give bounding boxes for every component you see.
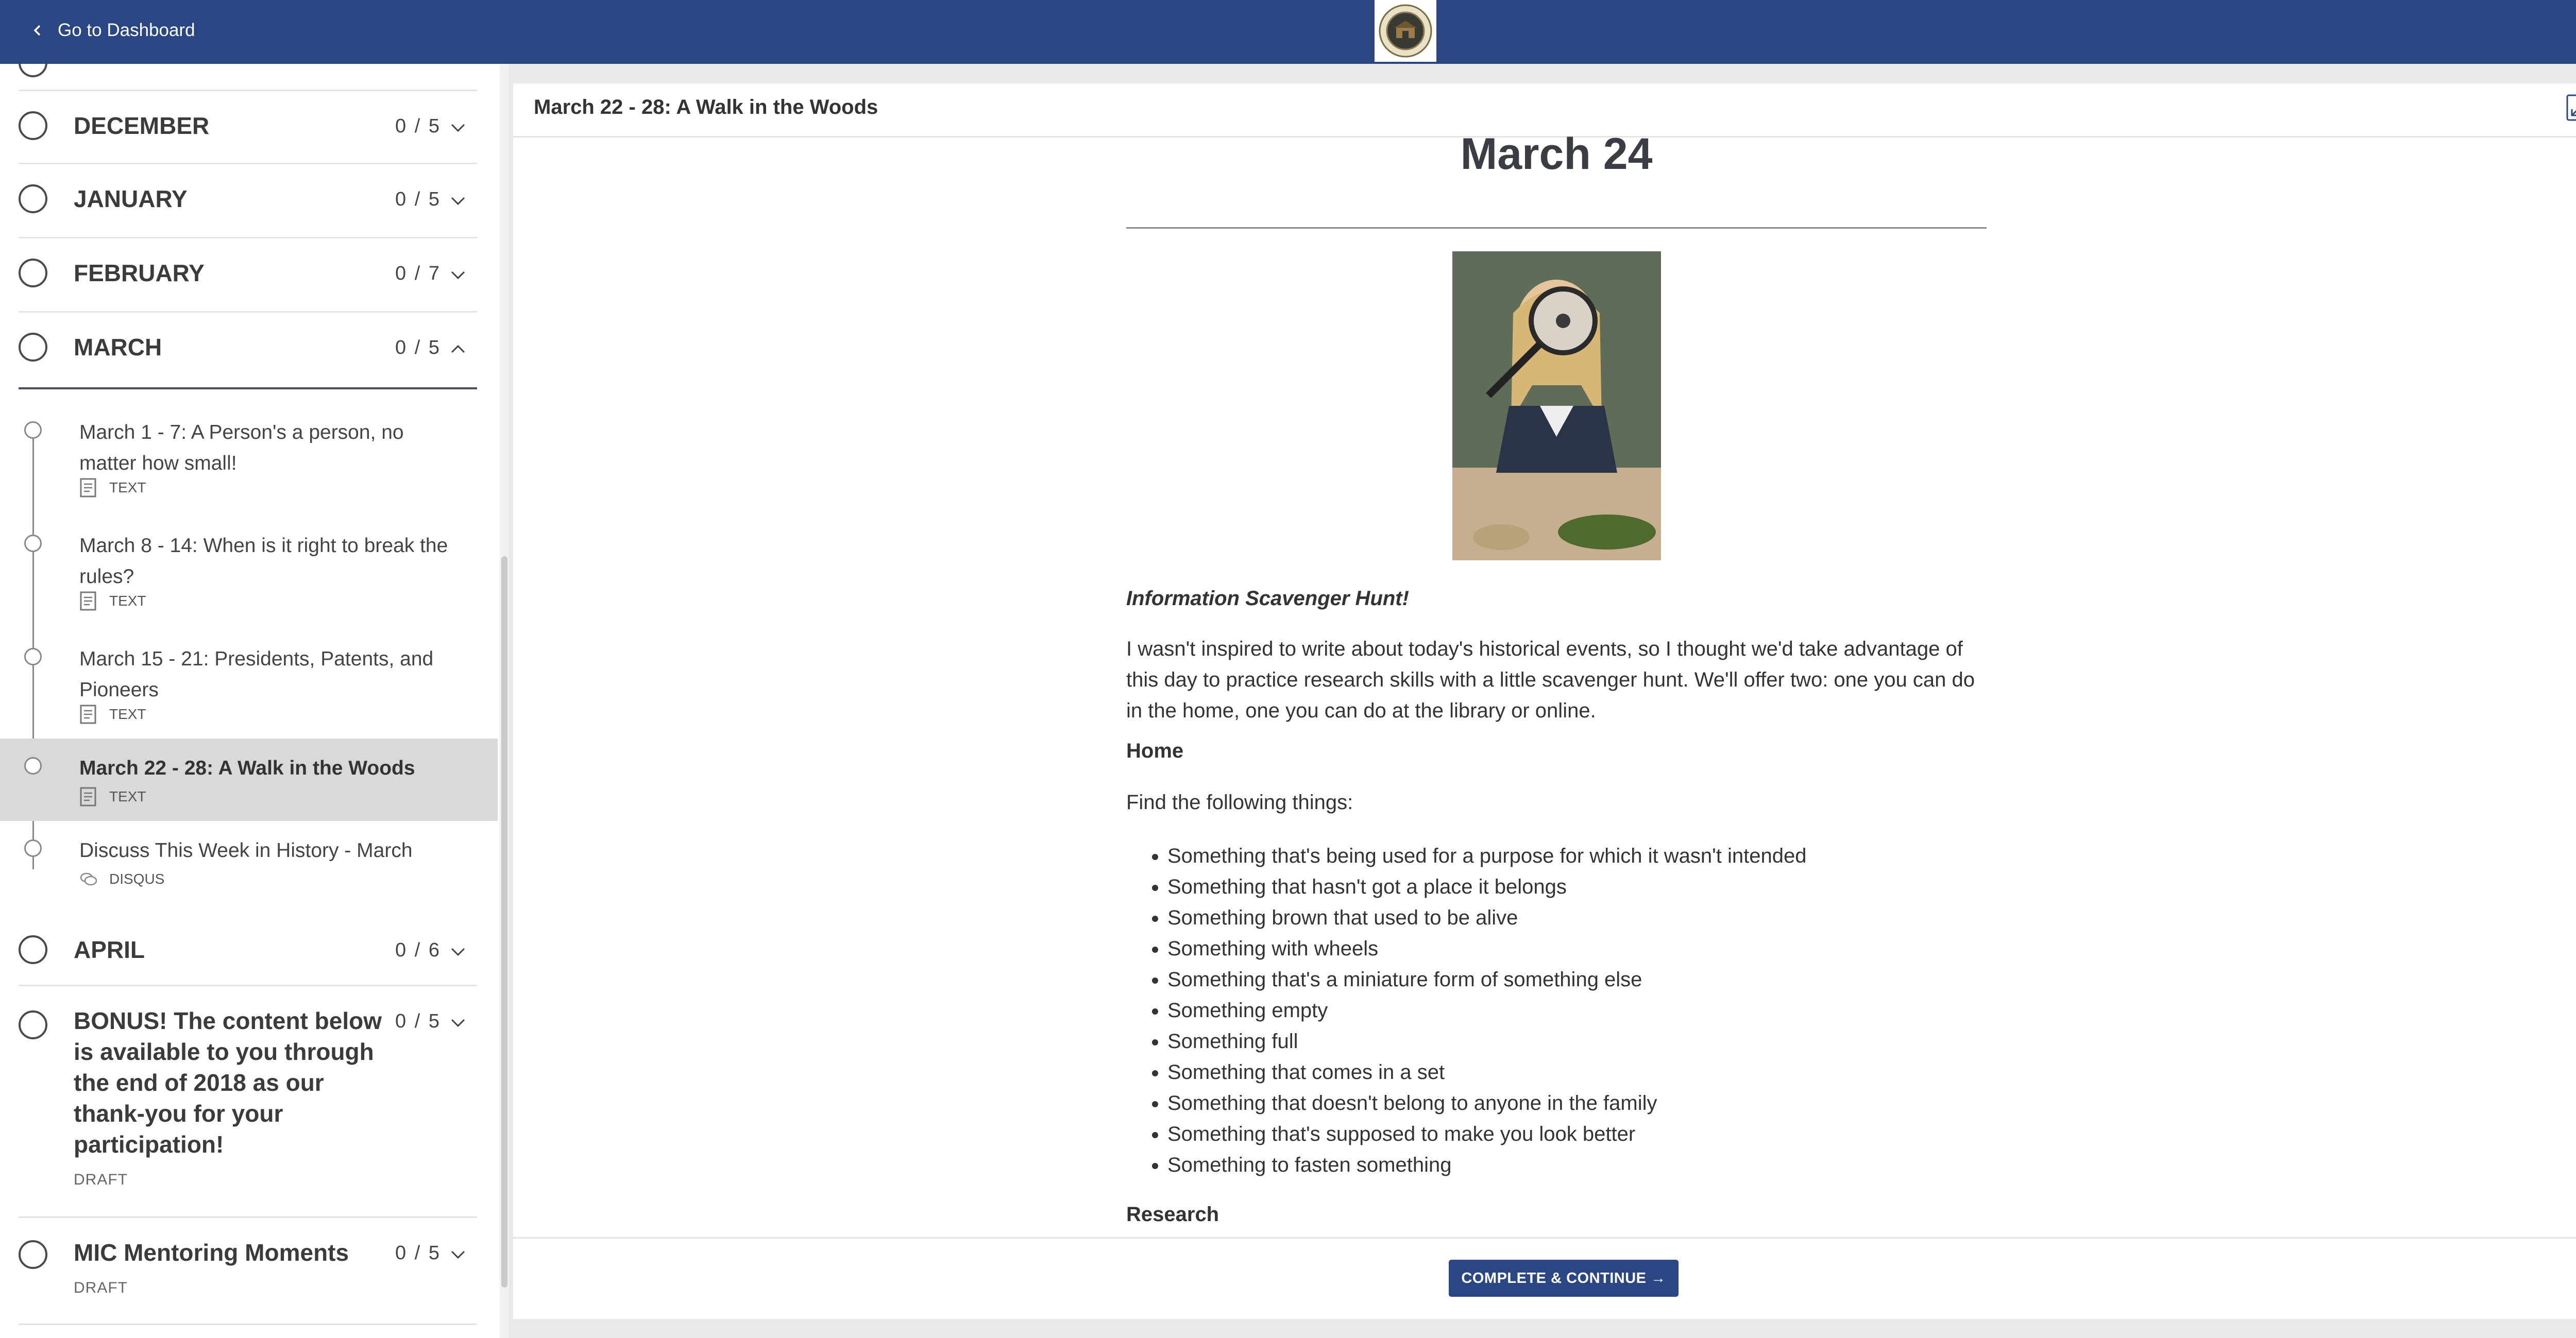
- course-sidebar: [0, 64, 500, 1338]
- lesson-status-circle: [24, 648, 42, 665]
- progress-circle-icon: [19, 1010, 47, 1039]
- lesson-item[interactable]: [0, 517, 498, 630]
- section-progress-count: 0 / 5: [395, 1242, 441, 1264]
- lesson-title: March 15 - 21: Presidents, Patents, and Pioneers: [79, 648, 434, 701]
- find-label: Find the following things:: [1126, 791, 1353, 814]
- sidebar-section-march[interactable]: [19, 311, 477, 389]
- lesson-type: [79, 591, 146, 611]
- scavenger-list: [1126, 840, 2028, 1180]
- section-title: APRIL: [74, 936, 145, 963]
- chat-bubbles-icon: [79, 869, 97, 889]
- section-progress-count: 0 / 6: [395, 939, 441, 961]
- section-title: FEBRUARY: [74, 260, 205, 286]
- progress-circle-icon: [19, 184, 47, 213]
- section-progress-count: 0 / 5: [395, 115, 441, 137]
- lesson-status-circle: [24, 839, 42, 857]
- lesson-status-circle: [24, 421, 42, 439]
- article-intro-paragraph: I wasn't inspired to write about today's historical events, so I thought we'd take advantage of this day to practice research skills with a little scavenger hunt. We'll offer two: one you can do in the home, one you can do at the library or online.: [1126, 638, 1975, 722]
- sidebar-scrollbar-thumb[interactable]: [501, 556, 507, 1288]
- sidebar-section-february[interactable]: [19, 237, 477, 313]
- list-item: • Something with wheels: [1167, 933, 2028, 964]
- lesson-status-circle: [24, 535, 42, 552]
- lesson-type-label: TEXT: [109, 788, 146, 804]
- progress-circle-icon: [19, 259, 47, 287]
- lesson-type-label: DISQUS: [109, 871, 165, 887]
- text-document-icon: [79, 478, 97, 498]
- list-item: • Something that's supposed to make you look better: [1167, 1119, 2028, 1150]
- progress-circle-icon: [19, 64, 47, 77]
- section-title: BONUS! The content below is available to you through the end of 2018 as our thank-you for your participation!: [74, 1007, 382, 1158]
- expand-icon[interactable]: [2566, 94, 2576, 122]
- list-item: • Something full: [1167, 1026, 2028, 1057]
- section-title: MARCH: [74, 334, 162, 361]
- article-subheading: Information Scavenger Hunt!: [1126, 587, 1409, 610]
- lesson-type: [79, 869, 164, 889]
- list-item: • Something that hasn't got a place it belongs: [1167, 871, 2028, 902]
- chevron-left-icon: [32, 25, 43, 36]
- progress-circle-icon: [19, 935, 47, 964]
- sidebar-section-april[interactable]: [19, 908, 477, 986]
- lesson-type: [79, 787, 146, 807]
- list-item: • Something brown that used to be alive: [1167, 902, 2028, 933]
- chevron-down-icon[interactable]: [450, 1018, 466, 1028]
- lesson-item[interactable]: [0, 630, 498, 744]
- draft-badge: DRAFT: [74, 1171, 128, 1188]
- chevron-down-icon[interactable]: [450, 196, 466, 206]
- school-seal-icon: [1379, 4, 1432, 58]
- list-item: • Something that comes in a set: [1167, 1057, 2028, 1088]
- sidebar-section-january[interactable]: [19, 163, 477, 238]
- list-item: • Something to fasten something: [1167, 1150, 2028, 1180]
- chevron-down-icon[interactable]: [450, 947, 466, 957]
- go-to-dashboard-link[interactable]: [32, 0, 195, 61]
- sidebar-section-previous[interactable]: [19, 64, 477, 91]
- chevron-up-icon[interactable]: [450, 344, 466, 354]
- list-item: • Something empty: [1167, 995, 2028, 1026]
- sidebar-section-bonus[interactable]: [19, 985, 477, 1218]
- lesson-item[interactable]: [0, 404, 498, 517]
- lesson-item-active[interactable]: [0, 739, 498, 821]
- text-document-icon: [79, 705, 97, 724]
- draft-badge: DRAFT: [74, 1279, 128, 1296]
- lesson-status-circle: [24, 757, 42, 775]
- list-item: • Something that's a miniature form of something else: [1167, 964, 2028, 995]
- research-heading: Research: [1126, 1203, 1219, 1226]
- go-to-dashboard-label: Go to Dashboard: [58, 20, 195, 40]
- section-title: DECEMBER: [74, 112, 210, 139]
- lesson-title: March 8 - 14: When is it right to break the rules?: [79, 535, 448, 588]
- lesson-content-panel: [513, 83, 2576, 1317]
- heading-divider: [1126, 227, 1987, 229]
- chevron-down-icon[interactable]: [450, 123, 466, 133]
- home-heading: Home: [1126, 740, 1184, 762]
- lesson-title: March 22 - 28: A Walk in the Woods: [79, 757, 415, 779]
- article-day-heading: March 24: [1460, 129, 1653, 179]
- lesson-type: [79, 705, 146, 724]
- lesson-title: March 1 - 7: A Person's a person, no matter how small!: [79, 421, 404, 474]
- lesson-title: Discuss This Week in History - March: [79, 839, 413, 862]
- top-bar: [0, 0, 2576, 64]
- list-item: • Something that doesn't belong to anyone in the family: [1167, 1088, 2028, 1119]
- section-title: JANUARY: [74, 185, 188, 212]
- section-progress-count: 0 / 5: [395, 188, 441, 210]
- chevron-down-icon[interactable]: [450, 270, 466, 280]
- section-progress-count: 0 / 5: [395, 337, 441, 358]
- lesson-header-title: March 22 - 28: A Walk in the Woods: [534, 96, 878, 118]
- sidebar-section-december[interactable]: [19, 90, 477, 164]
- progress-circle-icon: [19, 333, 47, 362]
- lesson-type-label: TEXT: [109, 593, 146, 609]
- lesson-type-label: TEXT: [109, 479, 146, 495]
- section-title: MIC Mentoring Moments: [74, 1239, 349, 1266]
- chevron-down-icon[interactable]: [450, 1249, 466, 1260]
- lesson-item[interactable]: [0, 821, 498, 903]
- progress-circle-icon: [19, 1240, 47, 1269]
- text-document-icon: [79, 591, 97, 611]
- school-logo[interactable]: [1375, 0, 1436, 62]
- section-progress-count: 0 / 5: [395, 1010, 441, 1032]
- section-progress-count: 0 / 7: [395, 263, 441, 284]
- text-document-icon: [79, 787, 97, 807]
- list-item: • Something that's being used for a purpose for which it wasn't intended: [1167, 840, 2028, 871]
- complete-and-continue-button[interactable]: COMPLETE & CONTINUE →: [1449, 1260, 1679, 1297]
- progress-circle-icon: [19, 111, 47, 140]
- sidebar-section-mic-mentoring[interactable]: [19, 1216, 477, 1325]
- lesson-type: [79, 478, 146, 498]
- girl-with-magnifying-glass-image: [1452, 251, 1661, 560]
- lesson-type-label: TEXT: [109, 706, 146, 722]
